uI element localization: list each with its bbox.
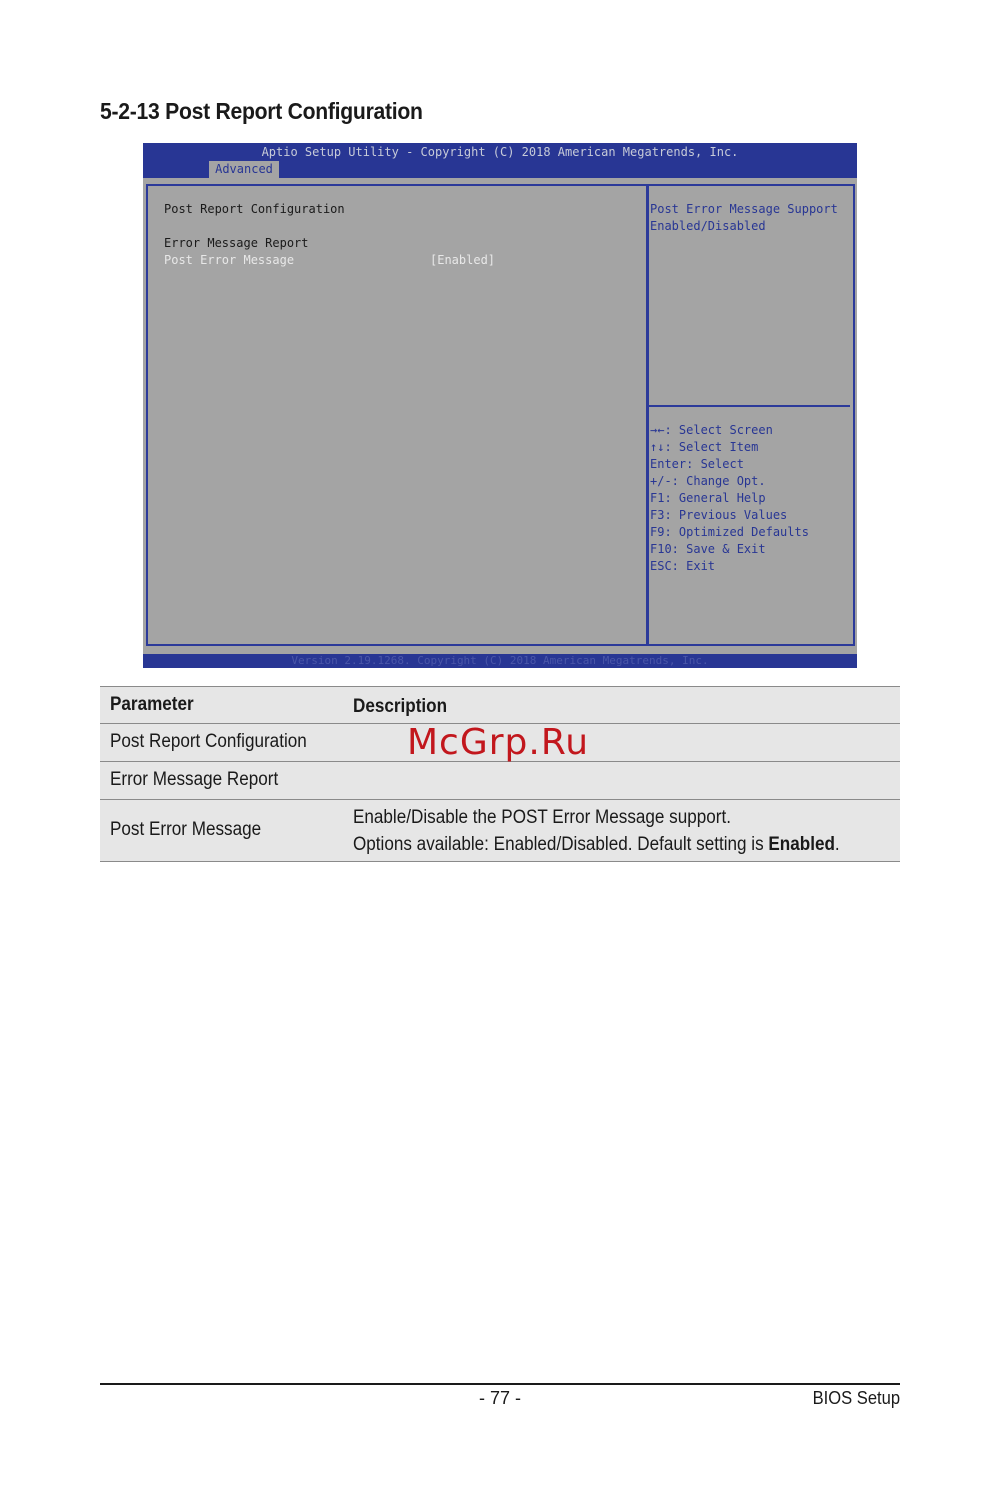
table-cell-param: Post Error Message (110, 819, 262, 840)
footer-section-name: BIOS Setup (812, 1388, 900, 1408)
bios-page-heading: Post Report Configuration (164, 202, 345, 216)
bios-help-panel (646, 184, 855, 646)
key-help-item: F10: Save & Exit (650, 542, 766, 556)
table-cell-desc-line1: Enable/Disable the POST Error Message support. (353, 807, 731, 828)
tab-advanced[interactable]: Advanced (209, 161, 279, 178)
bios-item-post-error-message[interactable]: Post Error Message (164, 253, 295, 267)
key-help-item: F9: Optimized Defaults (650, 525, 809, 539)
table-header-row (100, 687, 900, 724)
section-title: 5-2-13 Post Report Configuration (100, 98, 423, 124)
bios-header: Aptio Setup Utility - Copyright (C) 2018 American Megatrends, Inc. (261, 145, 739, 159)
key-help-item: F3: Previous Values (650, 508, 788, 522)
default-value: Enabled (768, 834, 835, 855)
bios-body (143, 178, 857, 654)
table-cell-desc-line2: Options available: Enabled/Disabled. Default setting is Enabled. (353, 834, 840, 855)
key-help-item: ESC: Exit (650, 559, 716, 573)
table-header-description: Description (353, 696, 448, 717)
page-number: - 77 - (478, 1388, 521, 1408)
table-cell-param: Post Report Configuration (110, 731, 307, 752)
key-help-item: F1: General Help (650, 491, 766, 505)
key-help-item: →←: Select Screen (650, 423, 773, 437)
key-help-item: Enter: Select (650, 457, 744, 471)
footer-rule (100, 1383, 900, 1385)
bios-group-label: Error Message Report (164, 236, 309, 250)
bios-screenshot (143, 143, 857, 668)
key-help-item: +/-: Change Opt. (650, 474, 766, 488)
key-help-item: ↑↓: Select Item (650, 440, 759, 454)
table-rule (100, 861, 900, 862)
bios-item-value[interactable]: [Enabled] (430, 253, 496, 267)
bios-main-panel (146, 184, 649, 646)
bios-footer: Version 2.19.1268. Copyright (C) 2018 American Megatrends, Inc. (291, 654, 709, 667)
help-line-2: Enabled/Disabled (650, 219, 766, 233)
watermark: McGrp.Ru (407, 722, 590, 763)
table-cell-param: Error Message Report (110, 769, 279, 790)
help-line-1: Post Error Message Support (650, 202, 838, 216)
help-divider (648, 405, 850, 407)
table-header-parameter: Parameter (110, 694, 194, 715)
